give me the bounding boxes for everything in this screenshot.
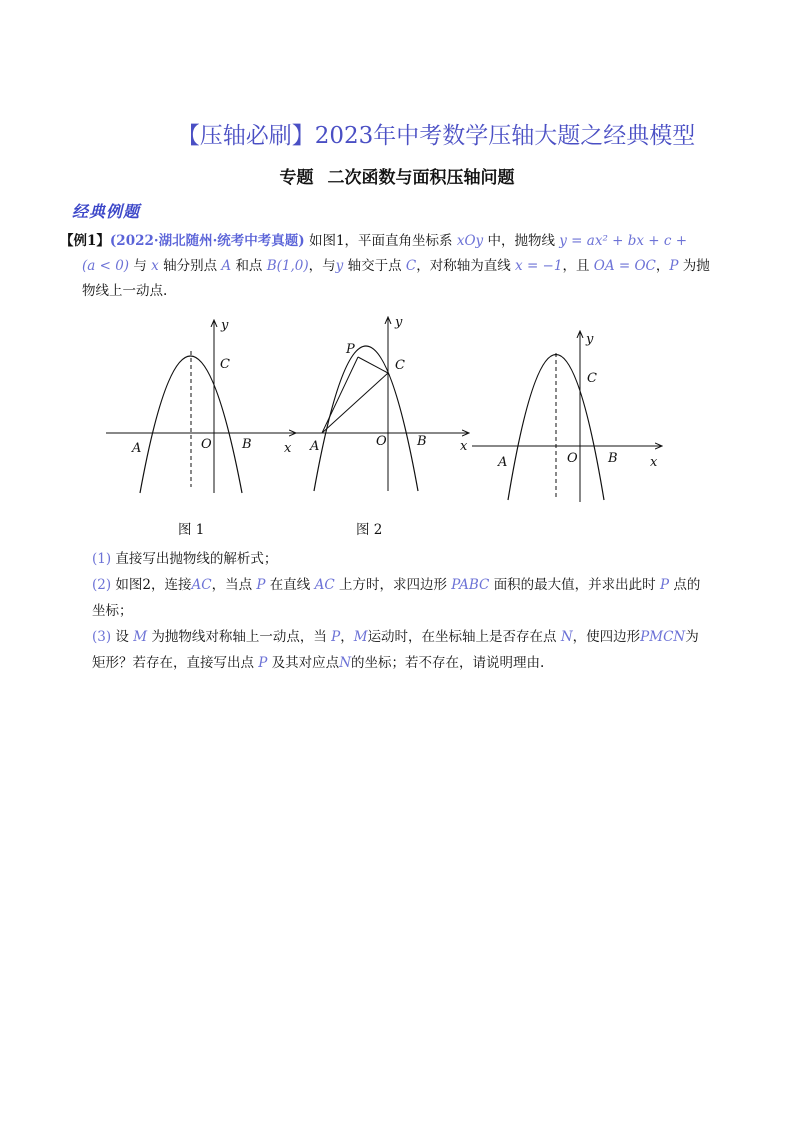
fig2-label-a: A [310,439,320,454]
text: ， [655,258,670,274]
math-point-b: B(1,0) [266,258,309,274]
question-1 [60,546,750,572]
caption-fig2: 图 2 [356,522,383,538]
math-m: M [133,629,148,645]
fig3-label-a: A [498,455,508,470]
math-p: P [331,629,341,645]
text: 如图1，平面直角坐标系 [308,233,453,249]
fig1-label-a: A [132,441,142,456]
math-point-c: C [405,258,417,274]
math-p: P [258,655,268,671]
fig3-label-y: y [586,332,594,347]
text: 运动时，在坐标轴上是否存在点 [367,629,557,645]
fig1-label-c: C [220,357,230,372]
math-n: N [339,655,351,671]
problem-line-2 [60,254,740,279]
question-number: (1) [92,551,112,567]
math-ac: AC [191,577,212,593]
fig2-label-y: y [395,315,403,330]
problem-line-3: 物线上一动点. [82,283,168,299]
subtitle-part1: 专题 [279,168,314,188]
math-coord-system: xOy [456,233,484,249]
subtitle [0,163,794,188]
text: 与 [133,258,147,274]
source-close: ) [298,233,305,249]
text: 矩形？若存在，直接写出点 [92,655,254,671]
fig3-label-o: O [567,451,578,466]
question-3-cont [60,650,750,676]
figures [100,315,670,515]
math-oa-oc: OA = OC [593,258,656,274]
math-ac: AC [314,577,335,593]
text: 轴交于点 [347,258,402,274]
text: 为抛物线对称轴上一动点，当 [151,629,327,645]
fig1-label-y: y [221,318,229,333]
text: 设 [115,629,129,645]
text: ， [340,629,354,645]
fig3-label-x: x [650,455,658,470]
subtitle-part2: 二次函数与面积压轴问题 [327,168,515,188]
text: ，使四边形 [572,629,641,645]
fig2-label-b: B [417,434,427,449]
fig2-label-x: x [460,439,468,454]
text: 直接写出抛物线的解析式； [115,551,278,567]
title-main: 2023年中考数学压轴大题之经典模型 [314,123,696,149]
problem-statement [60,229,740,304]
text: 面积的最大值，并求出此时 [493,577,656,593]
fig3-label-c: C [587,371,597,386]
math-point-a: A [221,258,232,274]
text: 如图2，连接 [115,577,192,593]
question-number: (3) [92,629,112,645]
math-x: x [151,258,159,274]
source-open: ( [109,233,117,249]
math-y: y [335,258,344,274]
text: 中，抛物线 [487,233,555,249]
fig2-line-ap [322,357,358,433]
text: 为 [685,629,699,645]
text: 轴分别点 [163,258,218,274]
text: 的坐标；若不存在，请说明理由. [351,655,545,671]
title-prefix: 【压轴必刷】 [176,123,315,149]
text: ，当点 [211,577,253,593]
figure-2 [284,315,469,491]
document-title [0,117,794,150]
section-heading: 经典例题 [72,202,141,221]
question-3 [60,624,750,650]
example-tag: 【例1】 [60,233,110,249]
math-equation: y = ax² + bx + c + [559,233,688,249]
text: 为抛 [682,258,710,274]
math-pabc: PABC [451,577,490,593]
text: 及其对应点 [271,655,340,671]
text: ，与 [308,258,336,274]
question-2 [60,572,750,598]
fig2-line-pc [358,357,388,373]
question-2-cont: 坐标； [92,603,133,619]
math-p: P [256,577,266,593]
text: ，且 [562,258,590,274]
fig2-label-p: P [346,342,355,357]
fig1-label-b: B [242,437,252,452]
questions [60,546,750,676]
math-m: M [353,629,368,645]
fig2-label-o: O [376,434,387,449]
fig2-label-c: C [395,358,405,373]
fig2-line-ac [322,373,388,433]
math-n: N [560,629,573,645]
problem-source: 2022·湖北随州·统考中考真题 [116,233,299,249]
question-number: (2) [92,577,112,593]
math-point-p: P [669,258,679,274]
caption-fig1: 图 1 [178,522,205,538]
text: 和点 [235,258,263,274]
fig1-label-x: x [284,441,292,456]
text: 点的 [673,577,701,593]
fig3-label-b: B [608,451,618,466]
text: 在直线 [269,577,311,593]
math-axis-eq: x = −1 [515,258,563,274]
problem-line-1 [60,229,740,254]
text: ，对称轴为直线 [416,258,511,274]
text: 上方时，求四边形 [338,577,447,593]
math-p: P [659,577,670,593]
figure-3 [472,331,662,502]
figure-1 [106,318,296,493]
math-condition: (a < 0) [82,258,130,274]
math-pmcn: PMCN [640,629,686,645]
fig1-label-o: O [201,437,212,452]
